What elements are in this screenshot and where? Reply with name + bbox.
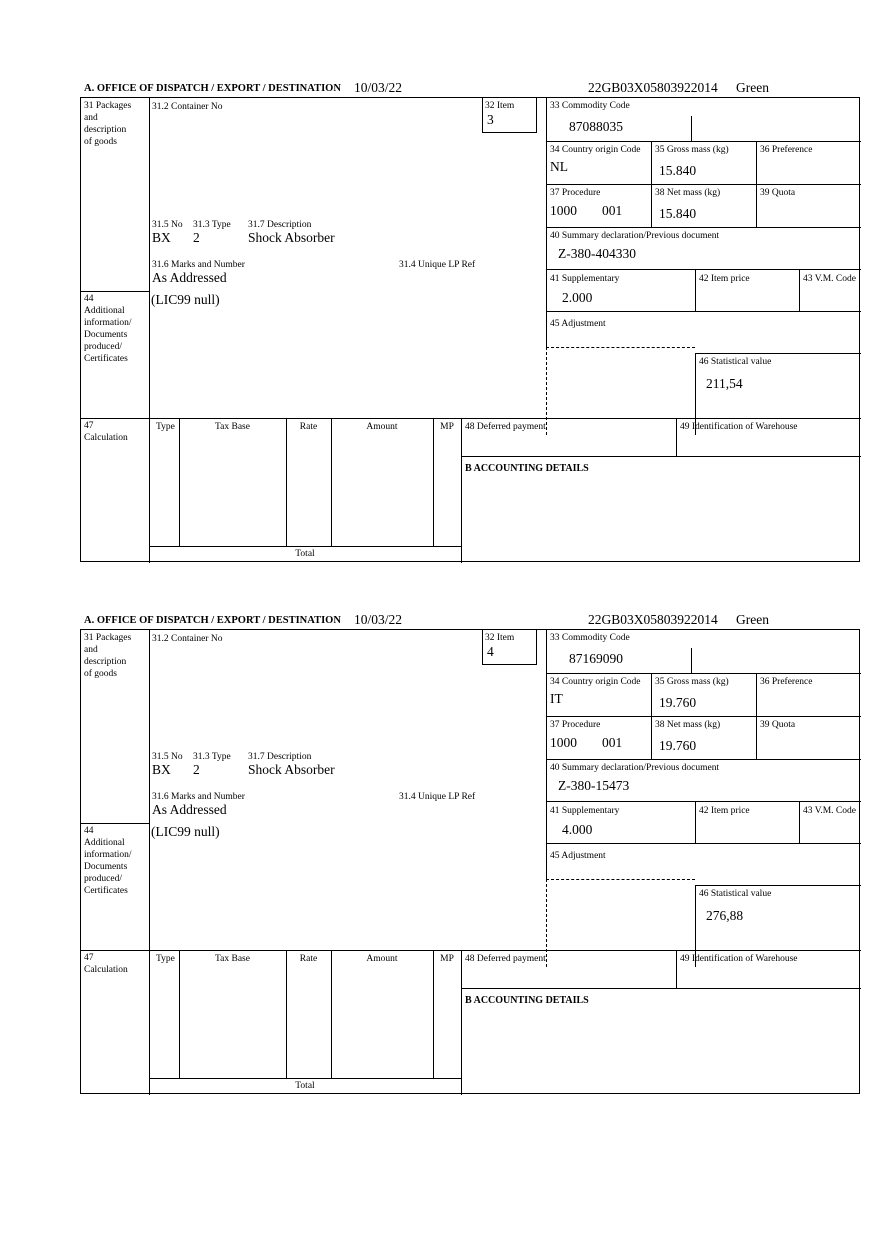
statistical-value: 276,88 — [706, 908, 744, 923]
box44-label: produced/ — [84, 874, 122, 884]
box31-label: and — [84, 113, 98, 123]
country-origin-label: 34 Country origin Code — [550, 145, 641, 155]
net-mass-label: 38 Net mass (kg) — [655, 720, 721, 730]
procedure-value: 1000 — [550, 203, 577, 218]
description-value: Shock Absorber — [248, 762, 335, 777]
item-price-label: 42 Item price — [699, 274, 750, 284]
procedure-extra-value: 001 — [602, 203, 623, 218]
divider — [546, 716, 861, 717]
calc-header-rate: Rate — [299, 422, 318, 432]
procedure-label: 37 Procedure — [550, 188, 601, 198]
divider — [482, 98, 483, 132]
divider — [286, 950, 287, 1078]
divider — [482, 630, 483, 664]
divider — [546, 269, 861, 270]
calc-header-tax-base: Tax Base — [215, 954, 250, 964]
gross-mass-value: 15.840 — [659, 163, 697, 178]
divider — [676, 418, 677, 456]
header-status: Green — [736, 80, 769, 95]
declaration-form — [80, 629, 860, 1094]
divider — [695, 269, 696, 311]
item-label: 32 Item — [485, 101, 515, 111]
box47-label: 47 — [84, 421, 94, 431]
net-mass-value: 15.840 — [659, 206, 697, 221]
additional-information-value: (LIC99 null) — [151, 824, 220, 839]
calc-header-mp: MP — [440, 954, 454, 964]
packages-no-label: 31.5 No — [152, 220, 183, 230]
box31-label: description — [84, 125, 127, 135]
box31-label: of goods — [84, 669, 117, 679]
warehouse-id-label: 49 Identification of Warehouse — [680, 954, 798, 964]
warehouse-id-label: 49 Identification of Warehouse — [680, 422, 798, 432]
divider — [546, 630, 547, 879]
divider — [179, 950, 180, 1078]
marks-value: As Addressed — [152, 270, 227, 285]
divider — [546, 311, 861, 312]
description-value: Shock Absorber — [248, 230, 335, 245]
header-date: 10/03/22 — [354, 80, 403, 95]
box44-label: Documents — [84, 330, 128, 340]
divider — [149, 1078, 461, 1079]
box31-label: 31 Packages — [84, 633, 132, 643]
divider — [695, 353, 861, 354]
calc-header-type: Type — [156, 422, 175, 432]
box44-label: 44 — [84, 294, 94, 304]
divider — [546, 801, 861, 802]
divider — [546, 347, 695, 348]
divider — [546, 98, 547, 347]
item-block — [80, 612, 861, 1095]
preference-label: 36 Preference — [760, 677, 813, 687]
header-reference: 22GB03X05803922014 — [588, 612, 718, 627]
box47-label: Calculation — [84, 433, 128, 443]
packages-no-label: 31.5 No — [152, 752, 183, 762]
country-origin-value: NL — [550, 159, 568, 174]
divider — [149, 98, 150, 563]
divider — [799, 269, 800, 311]
packages-no-value: BX — [152, 762, 171, 777]
divider — [546, 184, 861, 185]
quota-label: 39 Quota — [760, 188, 796, 198]
item-number-value: 4 — [487, 644, 494, 659]
office-of-dispatch-label: A. OFFICE OF DISPATCH / EXPORT / DESTINATION — [84, 615, 341, 626]
marks-value: As Addressed — [152, 802, 227, 817]
commodity-code-value: 87169090 — [569, 651, 623, 666]
supplementary-label: 41 Supplementary — [550, 274, 620, 284]
divider — [461, 418, 462, 563]
box47-label: 47 — [84, 953, 94, 963]
divider — [676, 950, 677, 988]
container-no-label: 31.2 Container No — [152, 634, 223, 644]
divider — [433, 418, 434, 546]
commodity-code-label: 33 Commodity Code — [550, 633, 630, 643]
box44-label: Additional — [84, 838, 125, 848]
procedure-value: 1000 — [550, 735, 577, 750]
vm-code-label: 43 V.M. Code — [803, 274, 856, 284]
country-origin-value: IT — [550, 691, 563, 706]
divider — [651, 141, 652, 227]
divider — [546, 843, 861, 844]
divider — [756, 673, 757, 759]
summary-declaration-value: Z-380-404330 — [558, 246, 636, 261]
summary-declaration-label: 40 Summary declaration/Previous document — [550, 763, 720, 773]
divider — [81, 291, 149, 292]
unique-lp-ref-label: 31.4 Unique LP Ref — [399, 260, 476, 270]
packages-type-label: 31.3 Type — [193, 752, 231, 762]
divider — [81, 418, 861, 419]
adjustment-label: 45 Adjustment — [550, 851, 606, 861]
divider — [651, 673, 652, 759]
divider — [482, 132, 537, 133]
accounting-details-label: B ACCOUNTING DETAILS — [465, 995, 589, 1006]
box31-label: and — [84, 645, 98, 655]
divider — [461, 950, 462, 1095]
description-label: 31.7 Description — [248, 752, 312, 762]
office-of-dispatch-label: A. OFFICE OF DISPATCH / EXPORT / DESTINATION — [84, 83, 341, 94]
divider — [149, 546, 461, 547]
item-price-label: 42 Item price — [699, 806, 750, 816]
box44-label: Additional — [84, 306, 125, 316]
divider — [546, 673, 861, 674]
item-number-value: 3 — [487, 112, 494, 127]
calc-header-rate: Rate — [299, 954, 318, 964]
declaration-form — [80, 97, 860, 562]
divider — [695, 885, 861, 886]
divider — [179, 418, 180, 546]
packages-no-value: BX — [152, 230, 171, 245]
divider — [546, 879, 547, 967]
marks-label: 31.6 Marks and Number — [152, 260, 245, 270]
divider — [691, 648, 692, 673]
divider — [286, 418, 287, 546]
box44-label: Documents — [84, 862, 128, 872]
calc-header-tax-base: Tax Base — [215, 422, 250, 432]
statistical-value: 211,54 — [706, 376, 743, 391]
box44-label: Certificates — [84, 354, 128, 364]
deferred-payment-label: 48 Deferred payment — [465, 954, 546, 964]
box44-label: 44 — [84, 826, 94, 836]
divider — [461, 988, 861, 989]
box44-label: information/ — [84, 850, 132, 860]
quota-label: 39 Quota — [760, 720, 796, 730]
commodity-code-label: 33 Commodity Code — [550, 101, 630, 111]
packages-type-label: 31.3 Type — [193, 220, 231, 230]
divider — [546, 347, 547, 435]
gross-mass-value: 19.760 — [659, 695, 697, 710]
unique-lp-ref-label: 31.4 Unique LP Ref — [399, 792, 476, 802]
divider — [433, 950, 434, 1078]
divider — [691, 116, 692, 141]
summary-declaration-label: 40 Summary declaration/Previous document — [550, 231, 720, 241]
gross-mass-label: 35 Gross mass (kg) — [655, 677, 729, 687]
summary-declaration-value: Z-380-15473 — [558, 778, 630, 793]
box31-label: of goods — [84, 137, 117, 147]
packages-type-value: 2 — [193, 230, 200, 245]
divider — [546, 141, 861, 142]
procedure-extra-value: 001 — [602, 735, 623, 750]
divider — [482, 664, 537, 665]
deferred-payment-label: 48 Deferred payment — [465, 422, 546, 432]
additional-information-value: (LIC99 null) — [151, 292, 220, 307]
description-label: 31.7 Description — [248, 220, 312, 230]
divider — [546, 227, 861, 228]
procedure-label: 37 Procedure — [550, 720, 601, 730]
box44-label: produced/ — [84, 342, 122, 352]
item-label: 32 Item — [485, 633, 515, 643]
preference-label: 36 Preference — [760, 145, 813, 155]
divider — [695, 801, 696, 843]
accounting-details-label: B ACCOUNTING DETAILS — [465, 463, 589, 474]
divider — [81, 823, 149, 824]
divider — [756, 141, 757, 227]
adjustment-label: 45 Adjustment — [550, 319, 606, 329]
supplementary-value: 4.000 — [562, 822, 593, 837]
vm-code-label: 43 V.M. Code — [803, 806, 856, 816]
calc-header-type: Type — [156, 954, 175, 964]
net-mass-label: 38 Net mass (kg) — [655, 188, 721, 198]
box31-label: 31 Packages — [84, 101, 132, 111]
divider — [81, 950, 861, 951]
header-reference: 22GB03X05803922014 — [588, 80, 718, 95]
divider — [536, 630, 537, 664]
header-status: Green — [736, 612, 769, 627]
divider — [546, 759, 861, 760]
gross-mass-label: 35 Gross mass (kg) — [655, 145, 729, 155]
divider — [461, 456, 861, 457]
total-label: Total — [295, 549, 315, 559]
divider — [331, 418, 332, 546]
net-mass-value: 19.760 — [659, 738, 697, 753]
divider — [799, 801, 800, 843]
total-label: Total — [295, 1081, 315, 1091]
box44-label: information/ — [84, 318, 132, 328]
supplementary-value: 2.000 — [562, 290, 593, 305]
statistical-value-label: 46 Statistical value — [699, 889, 772, 899]
packages-type-value: 2 — [193, 762, 200, 777]
box44-label: Certificates — [84, 886, 128, 896]
container-no-label: 31.2 Container No — [152, 102, 223, 112]
calc-header-amount: Amount — [366, 954, 398, 964]
divider — [331, 950, 332, 1078]
statistical-value-label: 46 Statistical value — [699, 357, 772, 367]
item-block — [80, 80, 861, 563]
supplementary-label: 41 Supplementary — [550, 806, 620, 816]
box47-label: Calculation — [84, 965, 128, 975]
commodity-code-value: 87088035 — [569, 119, 623, 134]
calc-header-amount: Amount — [366, 422, 398, 432]
marks-label: 31.6 Marks and Number — [152, 792, 245, 802]
divider — [536, 98, 537, 132]
calc-header-mp: MP — [440, 422, 454, 432]
box31-label: description — [84, 657, 127, 667]
divider — [149, 630, 150, 1095]
divider — [546, 879, 695, 880]
country-origin-label: 34 Country origin Code — [550, 677, 641, 687]
header-date: 10/03/22 — [354, 612, 403, 627]
